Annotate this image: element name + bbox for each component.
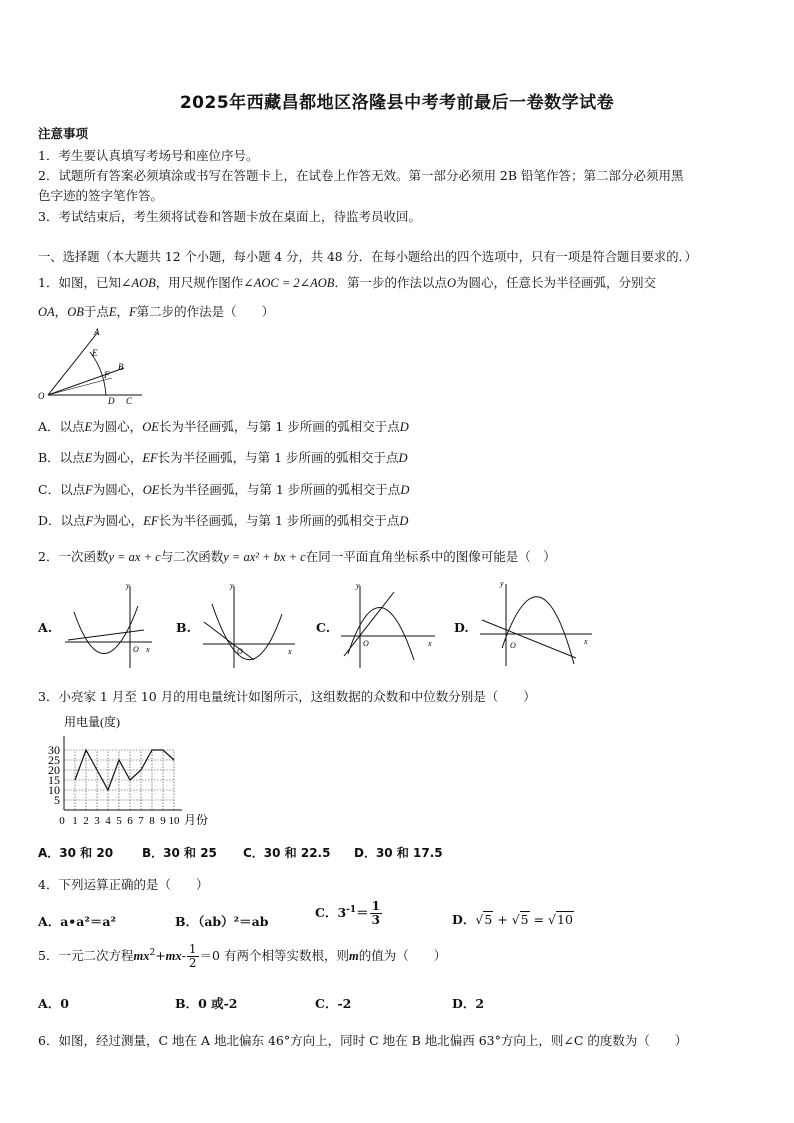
figure-label-o: O [38, 391, 45, 401]
svg-text:x: x [428, 639, 432, 648]
svg-text:O: O [363, 639, 369, 648]
question-3-option-b[interactable]: B．30 和 25 [142, 846, 217, 860]
notice-heading: 注意事项 [38, 126, 89, 141]
notice-item-2-cont: 色字迹的签字笔作答。 [38, 188, 164, 203]
svg-text:y: y [230, 581, 234, 590]
x-tick-label: 5 [116, 815, 122, 827]
question-2-option-a[interactable]: A. [38, 620, 53, 635]
chart-axes [64, 736, 182, 810]
section-heading: 一、选择题（本大题共 12 个小题，每小题 4 分，共 48 分．在每小题给出的四个选项中，只有一项是符合题目要求的．） [38, 250, 697, 264]
x-tick-label: 1 [72, 815, 78, 827]
svg-text:y: y [126, 581, 130, 590]
y-tick-label: 25 [48, 753, 60, 767]
figure-label-d: D [108, 396, 115, 406]
question-2-graph-a [60, 580, 155, 670]
question-3-text: 3．小亮家 1 月至 10 月的用电量统计如图所示，这组数据的众数和中位数分别是（ ） [38, 689, 536, 704]
question-1-option-d[interactable]: D．以点F为圆心，EF长为半径画弧，与第 1 步所画的弧相交于点D [38, 513, 409, 528]
question-2-graph-c [338, 580, 438, 670]
y-tick-label: 30 [48, 743, 60, 757]
svg-text:O: O [510, 641, 516, 650]
question-3-option-a[interactable]: A．30 和 20 [38, 846, 114, 860]
y-tick-label: 15 [48, 773, 60, 787]
question-2-graph-b [198, 580, 298, 670]
y-tick-label: 5 [54, 793, 60, 807]
usage-line [75, 750, 174, 790]
svg-text:x: x [288, 647, 292, 656]
question-3-option-d[interactable]: D．30 和 17.5 [354, 846, 443, 860]
svg-text:x: x [584, 637, 588, 646]
question-4-option-b[interactable]: B．（ab）²＝ab [175, 914, 269, 929]
x-tick-label: 2 [83, 815, 89, 827]
question-1-line-1: 1．如图，已知∠AOB，用尺规作图作∠AOC = 2∠AOB．第一步的作法以点O为圆心，任意长为半径画弧，分别交 [38, 275, 657, 290]
figure-label-f: F [104, 370, 110, 380]
notice-item-2: 2．试题所有答案必须填涂或书写在答题卡上，在试卷上作答无效。第一部分必须用 2B 铅笔作答；第二部分必须用黑 [38, 168, 684, 183]
chart-ticks [48, 743, 180, 827]
question-2-text: 2．一次函数y = ax + c与二次函数y = ax² + bx + c在同一平面直角坐标系中的图像可能是（ ） [38, 549, 556, 564]
question-5-option-c[interactable]: C．-2 [315, 996, 352, 1011]
figure-label-e: E [92, 348, 98, 358]
svg-text:y: y [356, 581, 360, 590]
question-3-option-c[interactable]: C．30 和 22.5 [243, 846, 331, 860]
svg-text:O: O [133, 645, 139, 654]
electricity-usage-chart [38, 712, 218, 830]
page-title: 2025年西藏昌都地区洛隆县中考考前最后一卷数学试卷 [179, 93, 615, 113]
svg-text:y: y [500, 579, 504, 588]
question-4-text: 4．下列运算正确的是（ ） [38, 877, 209, 892]
svg-text:O: O [237, 647, 243, 656]
chart-y-label: 用电量(度) [64, 715, 120, 729]
chart-x-label: 月份 [184, 813, 209, 827]
x-tick-label: 0 [59, 815, 65, 827]
figure-label-c: C [126, 396, 133, 406]
question-5-option-a[interactable]: A．0 [38, 996, 69, 1011]
question-4-option-a[interactable]: A．a•a²＝a² [38, 914, 116, 929]
question-2-option-c[interactable]: C. [316, 620, 331, 635]
question-1-option-c[interactable]: C．以点F为圆心，OE长为半径画弧，与第 1 步所画的弧相交于点D [38, 482, 410, 497]
question-4-option-d[interactable]: D．√5 + √5 = √10 [452, 912, 573, 927]
x-tick-label: 8 [149, 815, 155, 827]
question-2-option-b[interactable]: B. [176, 620, 191, 635]
svg-text:x: x [146, 645, 150, 654]
question-2-graph-d [476, 578, 594, 670]
x-tick-label: 7 [138, 815, 144, 827]
notice-item-3: 3．考试结束后，考生须将试卷和答题卡放在桌面上，待监考员收回。 [38, 209, 421, 224]
figure-label-b: B [118, 362, 124, 372]
x-tick-label: 6 [127, 815, 133, 827]
x-tick-label: 3 [94, 815, 100, 827]
question-4-option-c[interactable]: C．$3^{-1}=$ $\frac{1}{3}$ [315, 899, 381, 927]
question-1-line-2: OA，OB于点E，F第二步的作法是（ ） [38, 304, 275, 319]
figure-label-a: A [94, 327, 100, 337]
question-2-option-d[interactable]: D. [454, 620, 469, 635]
question-1-option-b[interactable]: B．以点E为圆心，EF长为半径画弧，与第 1 步所画的弧相交于点D [38, 450, 408, 465]
x-tick-label: 9 [160, 815, 166, 827]
question-5-option-b[interactable]: B．0 或-2 [175, 996, 238, 1011]
question-5-option-d[interactable]: D．2 [452, 996, 485, 1011]
y-tick-label: 10 [48, 783, 60, 797]
y-tick-label: 20 [48, 763, 60, 777]
notice-item-1: 1．考生要认真填写考场号和座位序号。 [38, 148, 259, 163]
question-5-text: 5．一元二次方程$mx^2+mx-$ $\frac{1}{2}$ ＝0 有两个相等实数根，则m的值为（ ） [38, 942, 447, 970]
question-1-figure [38, 326, 148, 408]
x-tick-label: 4 [105, 815, 111, 827]
x-tick-label: 10 [168, 815, 180, 827]
question-6-text: 6．如图，经过测量，C 地在 A 地北偏东 46°方向上，同时 C 地在 B 地北偏西 63°方向上，则∠C 的度数为（ ） [38, 1033, 688, 1048]
question-1-option-a[interactable]: A．以点E为圆心，OE长为半径画弧，与第 1 步所画的弧相交于点D [38, 419, 409, 434]
